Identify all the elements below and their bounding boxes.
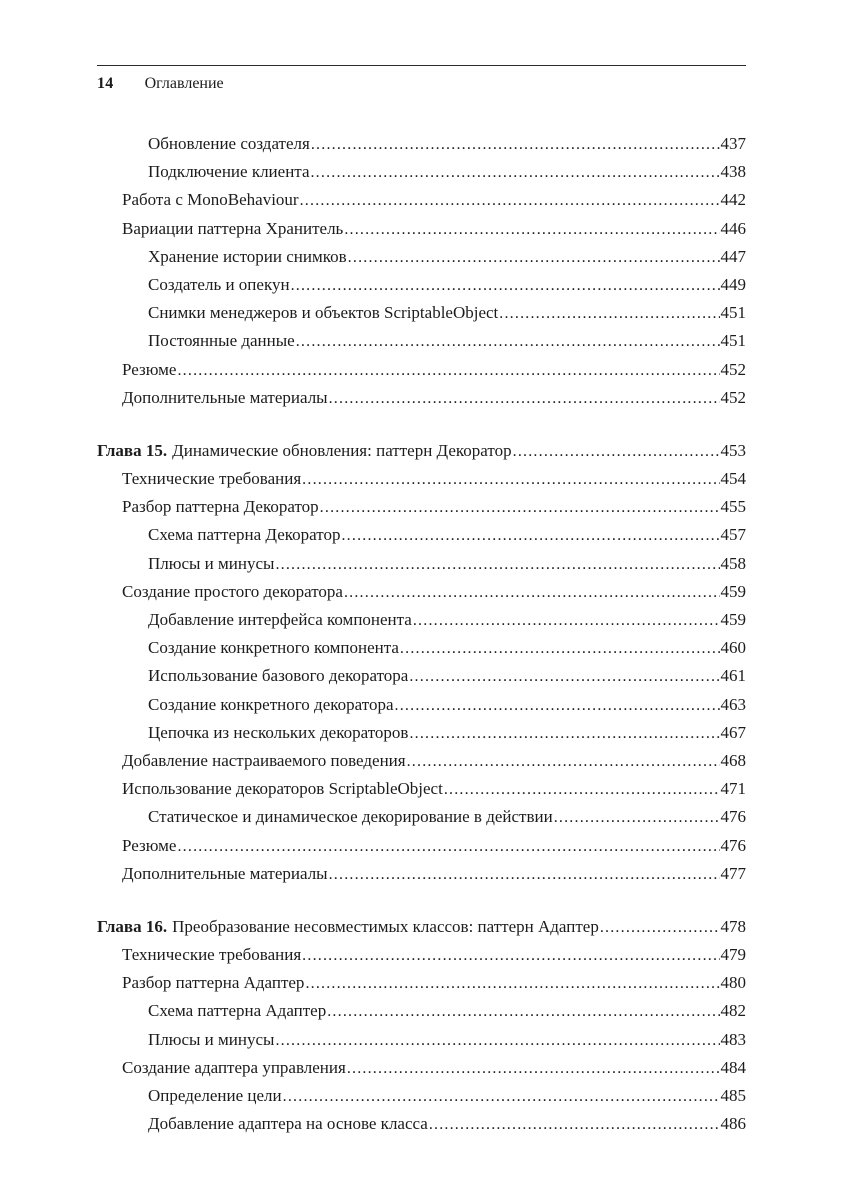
toc-entry-title: Динамические обновления: паттерн Декоратор <box>172 440 512 460</box>
toc-dot-leader <box>444 775 720 804</box>
toc-dot-leader <box>302 941 719 970</box>
toc-dot-leader <box>300 186 720 215</box>
toc-entry <box>97 1110 746 1138</box>
toc-entry <box>97 860 746 888</box>
toc-entry-title: Статическое и динамическое декорирование в действии <box>148 807 553 827</box>
toc-entry-page: 459 <box>720 610 746 629</box>
toc-entry-title: Создание простого декоратора <box>122 581 343 601</box>
toc-entry <box>97 465 746 493</box>
toc-entry-page: 449 <box>720 274 746 294</box>
toc-entry <box>97 634 746 662</box>
toc-entry <box>97 969 746 997</box>
toc-entry-page: 468 <box>720 750 746 770</box>
toc-entry <box>97 832 746 860</box>
toc-dot-leader <box>329 384 720 413</box>
toc-entry-title: Создатель и опекун <box>148 274 290 294</box>
toc-dot-leader <box>305 969 719 998</box>
toc-entry-page: 438 <box>720 162 746 182</box>
toc-dot-leader <box>320 493 720 522</box>
toc-dot-leader <box>341 521 719 550</box>
toc-entry-page: 437 <box>720 134 746 153</box>
running-header <box>97 75 746 93</box>
toc-entry <box>97 775 746 803</box>
toc-dot-leader <box>400 634 720 663</box>
toc-entry-page: 467 <box>720 722 746 742</box>
toc-entry-title: Технические требования <box>122 945 302 965</box>
toc-dot-leader <box>409 662 719 691</box>
toc-entry <box>97 719 746 747</box>
toc-entry <box>97 327 746 355</box>
toc-dot-leader <box>409 719 719 748</box>
toc-dot-leader <box>513 437 720 466</box>
toc-dot-leader <box>344 578 720 607</box>
toc-entry-title: Технические требования <box>122 469 302 489</box>
toc-entry <box>97 243 746 271</box>
toc-dot-leader <box>395 691 720 720</box>
toc-entry-title: Работа с MonoBehaviour <box>122 190 299 210</box>
toc-entry-page: 442 <box>720 190 746 210</box>
header-title: Оглавление <box>144 75 224 92</box>
header-rule <box>97 65 746 66</box>
toc-dot-leader <box>291 271 720 300</box>
toc-dot-leader <box>554 803 720 832</box>
toc-dot-leader <box>344 215 719 244</box>
toc-entry <box>97 1054 746 1082</box>
toc-entry-page: 457 <box>720 525 746 545</box>
toc-entry-page: 447 <box>720 246 746 266</box>
toc-entry-page: 461 <box>720 666 746 686</box>
toc-entry-page: 451 <box>720 303 746 323</box>
toc-list <box>97 130 746 1138</box>
toc-entry-page: 463 <box>720 694 746 714</box>
toc-entry-title: Добавление адаптера на основе класса <box>148 1114 428 1134</box>
toc-entry-page: 454 <box>720 469 746 489</box>
toc-entry-title: Разбор паттерна Декоратор <box>122 497 319 517</box>
toc-entry <box>97 1082 746 1110</box>
toc-entry-page: 458 <box>720 553 746 573</box>
toc-entry-page: 478 <box>720 916 746 936</box>
toc-entry-page: 476 <box>720 835 746 855</box>
toc-entry-title: Дополнительные материалы <box>122 387 328 407</box>
toc-entry-page: 485 <box>720 1086 746 1105</box>
toc-entry-title: Создание конкретного декоратора <box>148 694 394 714</box>
toc-entry-title: Добавление настраиваемого поведения <box>122 750 406 770</box>
page-content <box>97 0 746 1138</box>
toc-entry-page: 446 <box>720 218 746 238</box>
toc-entry-title: Использование декораторов ScriptableObject <box>122 779 443 799</box>
toc-dot-leader <box>348 243 720 272</box>
toc-entry-page: 452 <box>720 387 746 407</box>
toc-entry-page: 479 <box>720 945 746 965</box>
toc-dot-leader <box>329 860 720 889</box>
toc-dot-leader <box>177 356 719 385</box>
toc-entry-title: Преобразование несовместимых классов: паттерн Адаптер <box>172 916 599 936</box>
toc-entry <box>97 941 746 969</box>
toc-entry <box>97 913 746 941</box>
toc-entry-page: 459 <box>720 581 746 601</box>
toc-entry <box>97 130 746 158</box>
toc-dot-leader <box>302 465 719 494</box>
toc-entry-page: 453 <box>720 440 746 460</box>
toc-entry <box>97 437 746 465</box>
toc-entry-page: 484 <box>720 1057 746 1077</box>
toc-entry-title: Цепочка из нескольких декораторов <box>148 722 409 742</box>
toc-entry-page: 482 <box>720 1001 746 1021</box>
toc-dot-leader <box>407 747 720 776</box>
toc-entry-page: 476 <box>720 807 746 827</box>
toc-dot-leader <box>499 299 719 328</box>
toc-entry-title: Резюме <box>122 835 177 855</box>
toc-entry <box>97 578 746 606</box>
toc-entry-page: 451 <box>720 331 746 351</box>
toc-entry <box>97 493 746 521</box>
toc-entry-title: Резюме <box>122 359 177 379</box>
toc-dot-leader <box>177 832 719 861</box>
toc-entry <box>97 550 746 578</box>
toc-entry-title: Создание адаптера управления <box>122 1057 346 1077</box>
toc-entry-title: Вариации паттерна Хранитель <box>122 218 344 238</box>
toc-chapter-prefix: Глава 16. <box>97 916 168 936</box>
toc-entry-title: Плюсы и минусы <box>148 553 275 573</box>
toc-entry <box>97 1026 746 1054</box>
toc-entry <box>97 384 746 412</box>
toc-dot-leader <box>275 1026 719 1055</box>
toc-chapter-prefix: Глава 15. <box>97 440 168 460</box>
toc-entry-title: Постоянные данные <box>148 331 295 351</box>
toc-entry <box>97 158 746 186</box>
toc-entry-title: Определение цели <box>148 1086 282 1105</box>
toc-dot-leader <box>429 1110 720 1139</box>
toc-entry-title: Плюсы и минусы <box>148 1029 275 1049</box>
toc-entry-title: Снимки менеджеров и объектов ScriptableObject <box>148 303 499 323</box>
toc-entry-title: Добавление интерфейса компонента <box>148 610 412 629</box>
toc-entry <box>97 662 746 690</box>
toc-entry-page: 460 <box>720 638 746 658</box>
toc-entry <box>97 997 746 1025</box>
toc-entry-title: Создание конкретного компонента <box>148 638 399 658</box>
toc-dot-leader <box>275 550 719 579</box>
toc-entry <box>97 186 746 214</box>
toc-entry <box>97 691 746 719</box>
toc-entry <box>97 356 746 384</box>
toc-dot-leader <box>327 997 719 1026</box>
toc-entry-title: Обновление создателя <box>148 134 310 153</box>
toc-entry <box>97 215 746 243</box>
toc-dot-leader <box>413 606 720 635</box>
toc-dot-leader <box>310 158 719 187</box>
toc-entry-page: 455 <box>720 497 746 517</box>
toc-entry-title: Подключение клиента <box>148 162 310 182</box>
toc-entry-page: 477 <box>720 863 746 883</box>
toc-entry-page: 480 <box>720 973 746 993</box>
page-number: 14 <box>97 75 114 92</box>
toc-entry-title: Разбор паттерна Адаптер <box>122 973 305 993</box>
toc-entry-page: 452 <box>720 359 746 379</box>
toc-entry-title: Хранение истории снимков <box>148 246 347 266</box>
toc-entry-title: Схема паттерна Декоратор <box>148 525 341 545</box>
toc-dot-leader <box>311 130 720 159</box>
toc-entry <box>97 271 746 299</box>
toc-entry-page: 471 <box>720 779 746 799</box>
toc-dot-leader <box>283 1082 720 1111</box>
toc-entry <box>97 803 746 831</box>
toc-entry-title: Дополнительные материалы <box>122 863 328 883</box>
toc-dot-leader <box>347 1054 720 1083</box>
toc-entry <box>97 299 746 327</box>
toc-dot-leader <box>600 913 720 942</box>
toc-entry-page: 486 <box>720 1114 746 1134</box>
toc-entry <box>97 606 746 634</box>
toc-dot-leader <box>296 327 720 356</box>
toc-entry <box>97 747 746 775</box>
toc-entry-page: 483 <box>720 1029 746 1049</box>
toc-entry <box>97 521 746 549</box>
toc-entry-title: Схема паттерна Адаптер <box>148 1001 327 1021</box>
toc-entry-title: Использование базового декоратора <box>148 666 409 686</box>
